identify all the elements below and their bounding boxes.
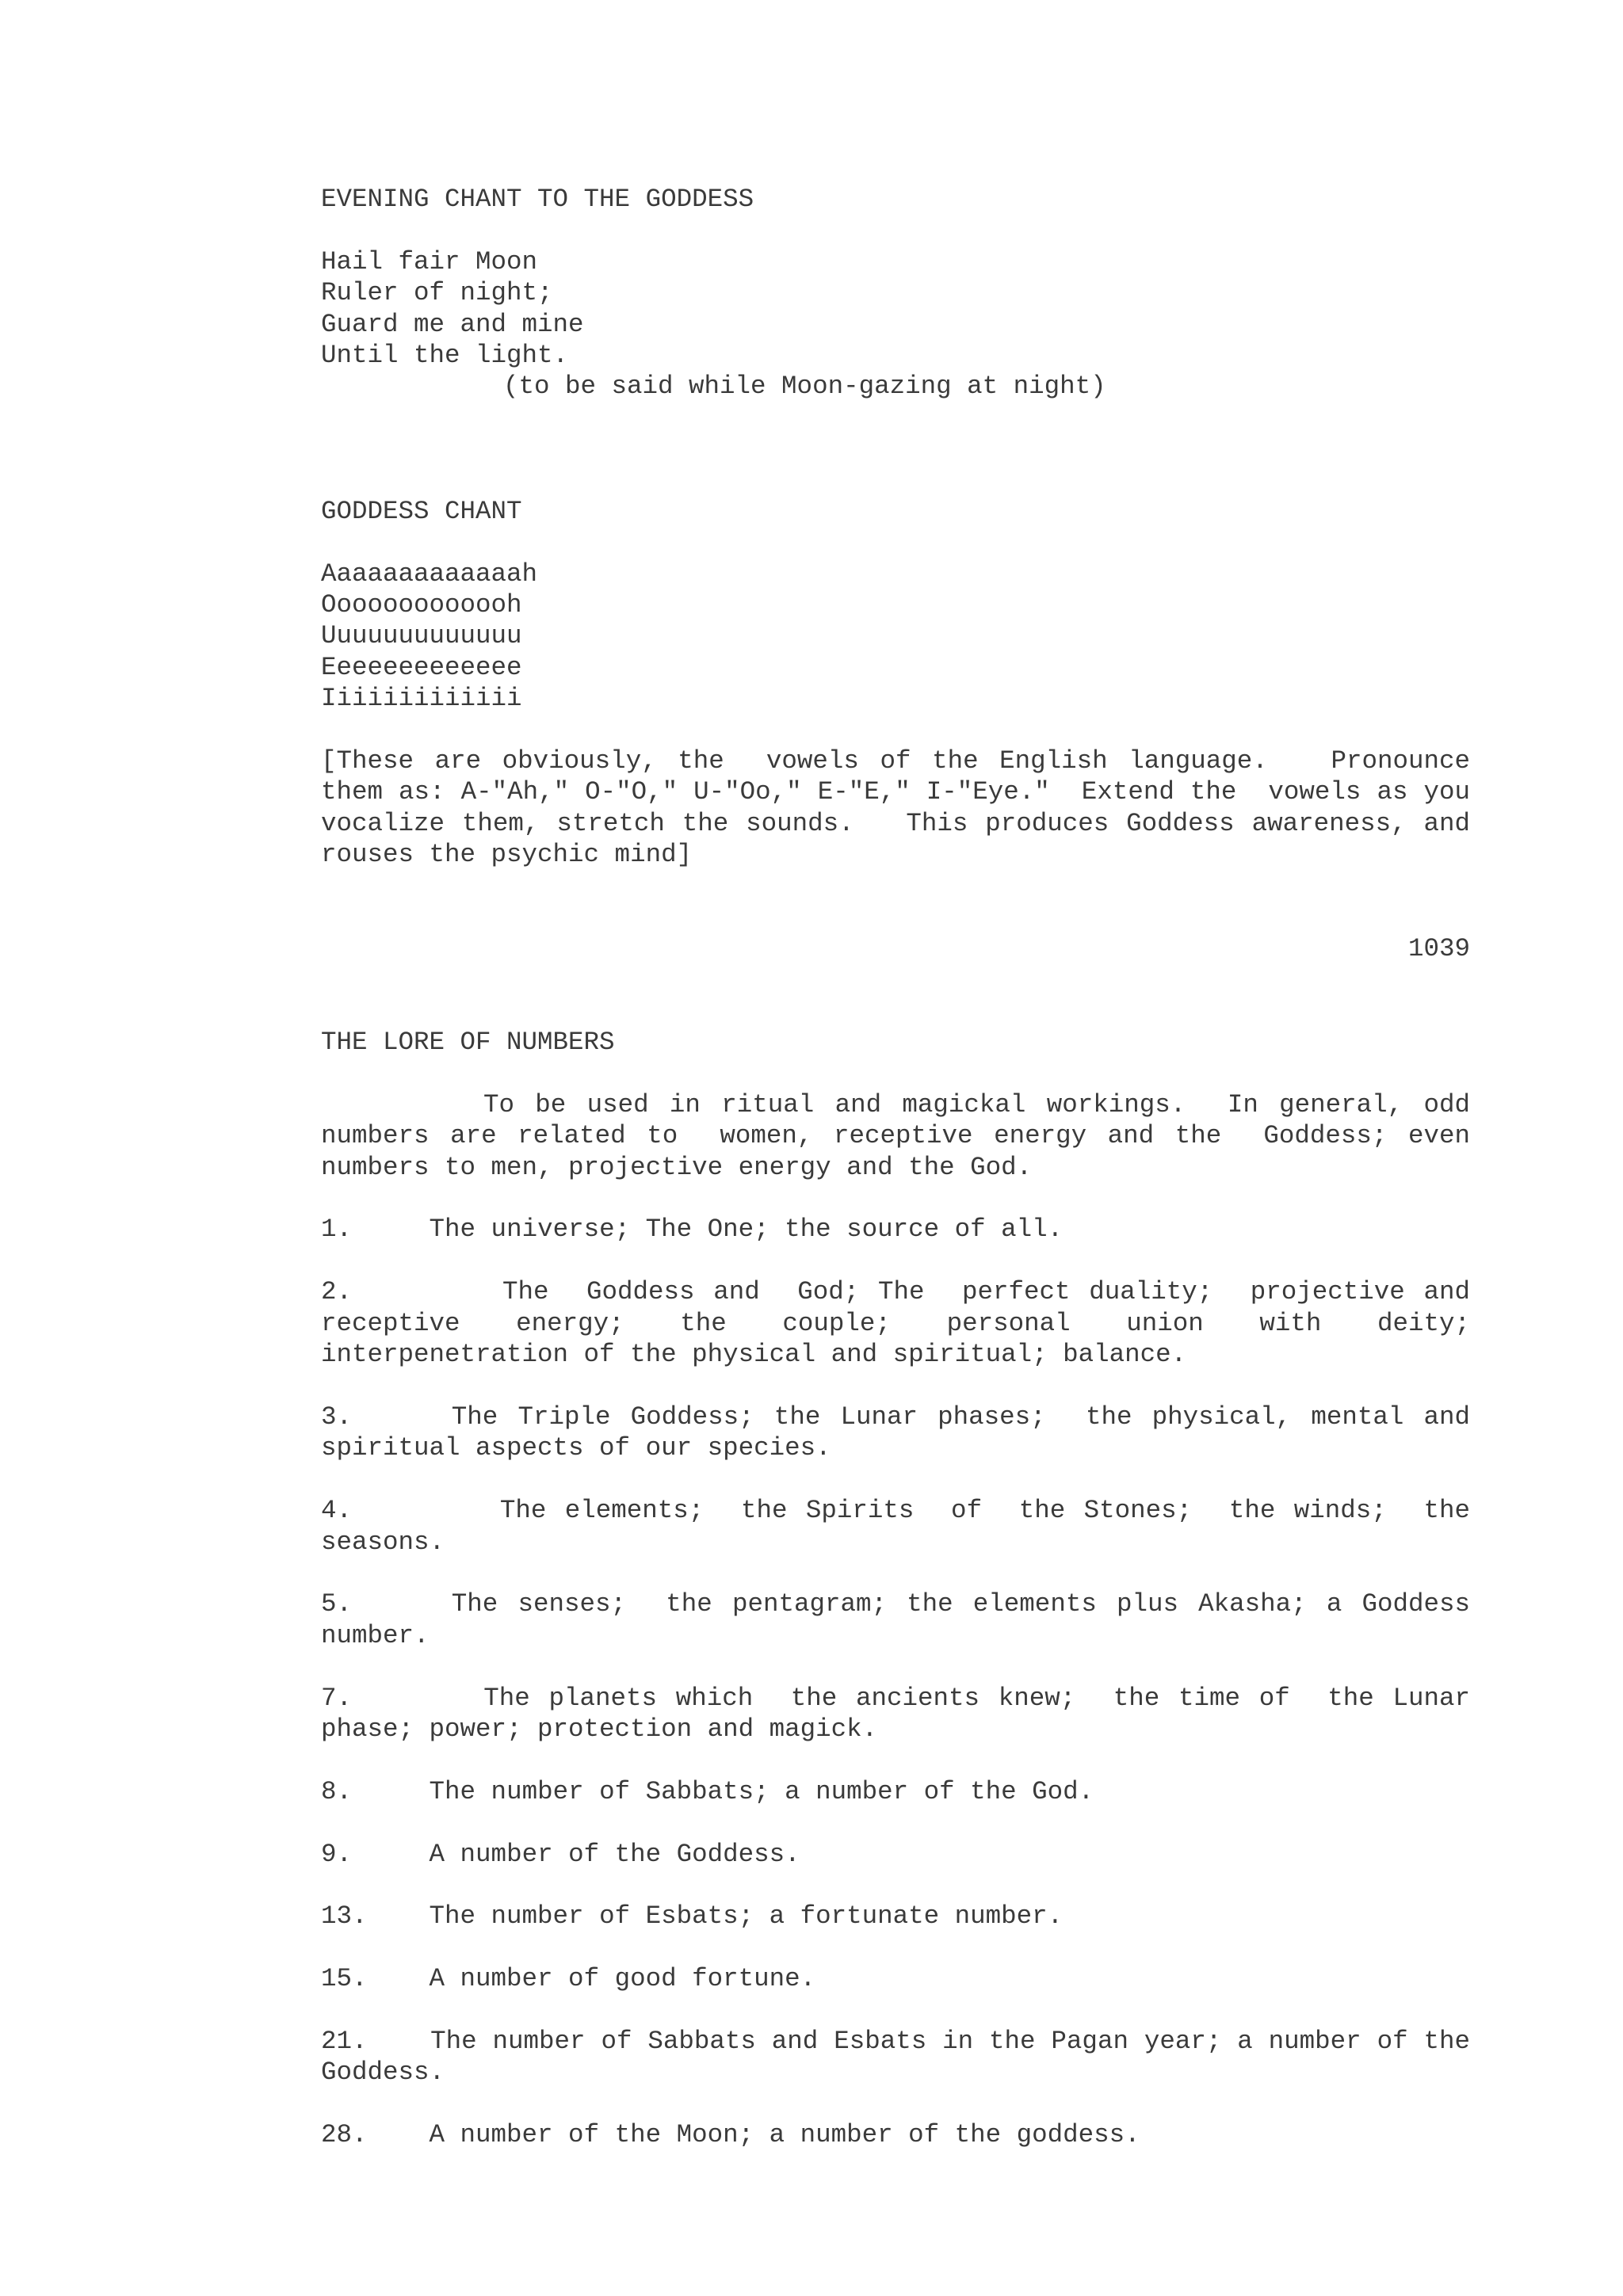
lore-item-number: 7. [321,1683,353,1713]
lore-item-number: 9. [321,1839,353,1869]
lore-item [321,2026,1486,2088]
lore-item [321,1839,1470,1870]
evening-chant-line: Until the light. [321,341,569,371]
evening-chant-note: (to be said while Moon-gazing at night) [503,372,1106,402]
lore-item-number: 1. [321,1215,353,1245]
goddess-chant-vowel: Iiiiiiiiiiiii [321,684,522,714]
lore-item [321,1214,1470,1245]
lore-title: THE LORE OF NUMBERS [321,1028,615,1058]
goddess-chant-vowel: Eeeeeeeeeeeee [321,652,522,682]
lore-item-text: The number of Esbats; a fortunate number. [429,1901,1064,1932]
lore-item [321,1495,1486,1558]
lore-item [321,1276,1486,1370]
lore-item-number: 3. [321,1402,353,1432]
document-page [321,184,1486,2151]
lore-item-number: 28. [321,2120,368,2150]
lore-item-text: The number of Sabbats and Esbats in the Pagan year; a number of the Goddess. [321,2026,1486,2088]
lore-item [321,1589,1486,1651]
lore-item-number: 8. [321,1776,353,1806]
lore-item-number: 13. [321,1901,368,1932]
lore-item [321,1901,1470,1932]
lore-item-number: 2. [321,1277,353,1307]
lore-item [321,1402,1486,1464]
evening-chant-line: Hail fair Moon [321,246,538,277]
lore-item-text: A number of the Goddess. [429,1839,800,1869]
lore-item-text: The number of Sabbats; a number of the God. [429,1776,1094,1806]
lore-item-number: 5. [321,1589,353,1619]
lore-item-text: The elements; the Spirits of the Stones; the winds; the seasons. [321,1496,1486,1557]
goddess-chant-title: GODDESS CHANT [321,496,522,526]
goddess-chant-vowel: Aaaaaaaaaaaaah [321,559,538,589]
lore-item-text: The Goddess and God; The perfect duality; projective and receptive energy; the couple; personal union with deity; interpenetration of the physical and spiritual; balance. [321,1277,1486,1370]
lore-item-number: 21. [321,2026,368,2056]
lore-item [321,2119,1470,2150]
lore-item-text: A number of good fortune. [429,1964,816,1994]
goddess-chant-vowel: Uuuuuuuuuuuuu [321,621,522,651]
evening-chant-title: EVENING CHANT TO THE GODDESS [321,185,754,214]
lore-item-number: 4. [321,1496,353,1526]
lore-item-text: The universe; The One; the source of all. [429,1215,1064,1245]
page-number: 1039 [1407,933,1470,963]
evening-chant-line: Guard me and mine [321,309,584,339]
lore-item-text: A number of the Moon; a number of the goddess. [429,2120,1140,2150]
goddess-chant-vowel: Ooooooooooooh [321,590,522,620]
evening-chant-line: Ruler of night; [321,278,553,308]
lore-item-text: The senses; the pentagram; the elements plus Akasha; a Goddess number. [321,1589,1486,1650]
goddess-chant-note: [These are obviously, the vowels of the English language. Pronounce them as: A-"Ah," O-"O," U-"Oo," E-"E," I-"Eye." Extend the vowels as you vocalize them, stretch the sounds. This produces Goddess awareness, and rouses the psychic mind] [321,746,1486,870]
lore-item-text: The planets which the ancients knew; the time of the Lunar phase; power; protection and magick. [321,1683,1486,1744]
lore-item-text: The Triple Goddess; the Lunar phases; the physical, mental and spiritual aspects of our species. [321,1402,1486,1463]
lore-intro: To be used in ritual and magickal workings. In general, odd numbers are related to women, receptive energy and the Goddess; even numbers to men, projective energy and the God. [321,1089,1486,1182]
lore-item [321,1683,1486,1745]
lore-item [321,1776,1470,1807]
lore-item-number: 15. [321,1964,368,1994]
lore-item [321,1963,1470,1994]
